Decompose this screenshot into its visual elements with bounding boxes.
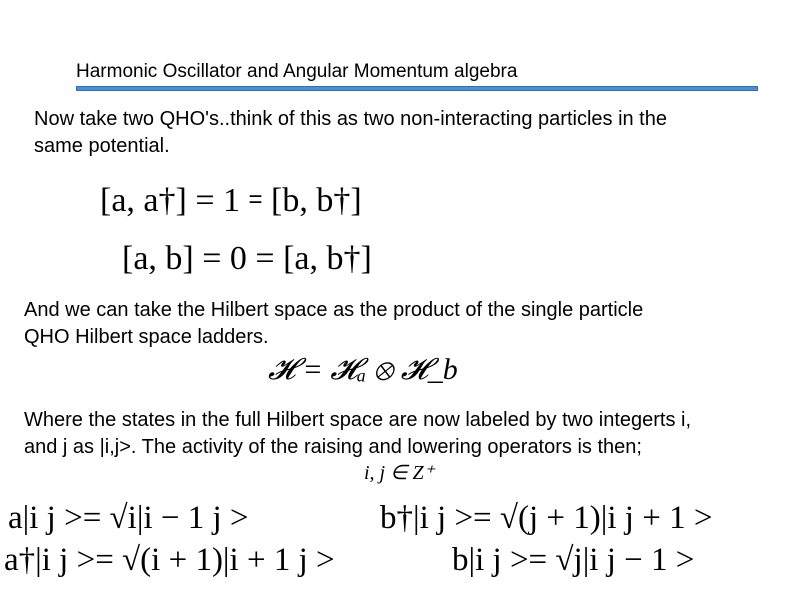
paragraph-hilbert-product: And we can take the Hilbert space as the product of the single particle QHO Hilbert space ladders. <box>24 299 644 348</box>
equation-commutator-zero: [a, b] = 0 = [a, b†] <box>122 240 372 277</box>
commutator-b: [b, b†] <box>271 182 362 219</box>
paragraph-two-qhos: Now take two QHO's..think of this as two non-interacting particles in the same potential. <box>34 108 667 157</box>
slide-title: Harmonic Oscillator and Angular Momentum algebra <box>76 61 518 82</box>
equation-b-action: b|i j >= √j|i j − 1 > <box>452 542 695 578</box>
title-underline-bar <box>76 86 758 91</box>
equation-hilbert-space: 𝓗 = 𝓗ₐ ⊗ 𝓗_b <box>268 353 458 386</box>
paragraph-states-labeled: Where the states in the full Hilbert space are now labeled by two integerts i, and j as |i,j>. The activity of the raising and lowering operators is then; <box>24 409 692 458</box>
equation-b-dagger-action: b†|i j >= √(j + 1)|i j + 1 > <box>380 500 713 536</box>
commutator-a: [a, a†] = 1 <box>100 182 241 219</box>
equation-commutators-ab <box>100 182 362 220</box>
equation-a-dagger-action: a†|i j >= √(i + 1)|i + 1 j > <box>4 542 335 578</box>
equals-sign: = <box>248 186 263 213</box>
equation-a-action: a|i j >= √i|i − 1 j > <box>8 500 249 536</box>
equation-integer-domain: i, j ∈ Z⁺ <box>364 462 435 484</box>
